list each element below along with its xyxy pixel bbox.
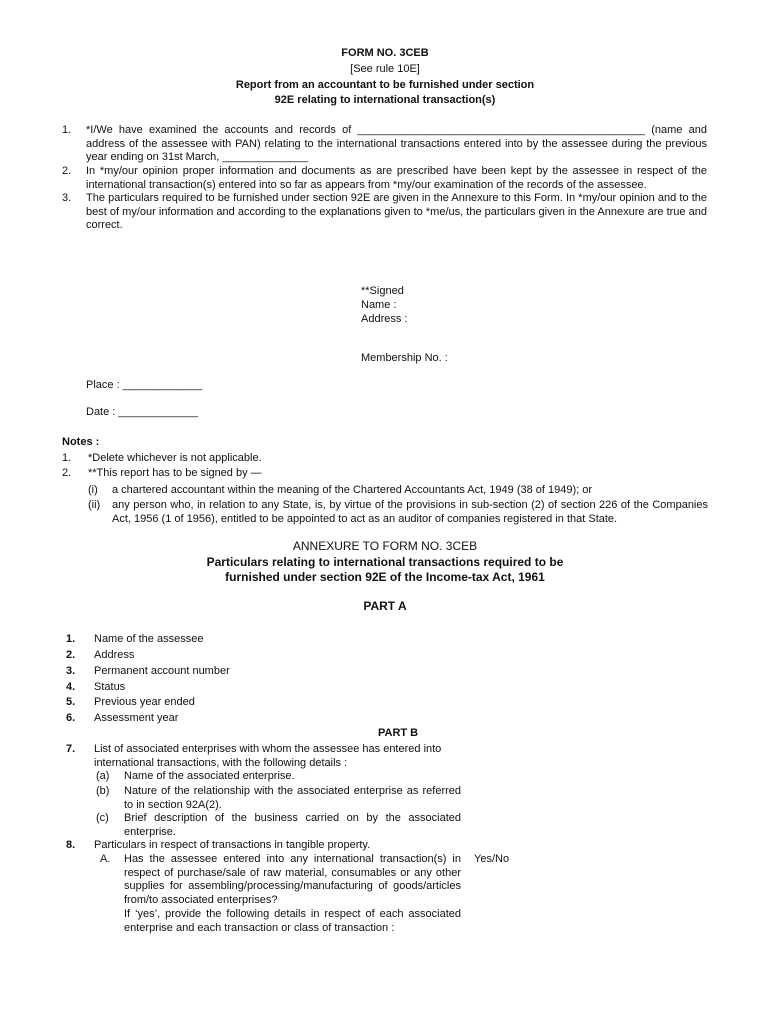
item-7-number: 7.: [66, 743, 76, 755]
part-a-item-5-number: 5.: [66, 696, 76, 708]
note-1-text: *Delete whichever is not applicable.: [88, 452, 262, 464]
name-label: Name :: [361, 299, 397, 311]
part-a-item-3-text: Permanent account number: [94, 665, 230, 677]
para-3-number: 3.: [62, 192, 72, 204]
item-8a-answer: Yes/No: [474, 853, 510, 865]
part-a-item-1-text: Name of the assessee: [94, 633, 204, 645]
signed-label: **Signed: [361, 285, 404, 297]
date-field: Date : _____________: [86, 406, 198, 418]
place-field: Place : _____________: [86, 379, 203, 391]
part-a-item-1-number: 1.: [66, 633, 76, 645]
part-a-item-5-text: Previous year ended: [94, 696, 195, 708]
item-8a-number: A.: [100, 853, 111, 865]
membership-label: Membership No. :: [361, 352, 448, 364]
item-8-number: 8.: [66, 839, 76, 851]
annexure-title: ANNEXURE TO FORM NO. 3CEB: [292, 539, 478, 553]
note-sub-ii-text: any person who, in relation to any State, is, by virtue of the provisions in sub-section (2) of section 226 of the Companies Act, 1956 (1 of 1956), entitled to be appointed to act as an auditor of companies registered in that State.: [112, 499, 708, 525]
item-7a-text: Name of the associated enterprise.: [124, 770, 295, 782]
part-a-item-6-number: 6.: [66, 712, 76, 724]
part-a-item-6-text: Assessment year: [94, 712, 179, 724]
para-2-text: In *my/our opinion proper information and documents as are prescribed have been kept by the assessee in respect of the international transaction(s) entered into so far as appears from *my/our examination of the records of the assessee.: [86, 165, 707, 191]
item-7b-number: (b): [96, 785, 110, 797]
item-8a-followup: If ‘yes’, provide the following details in respect of each associated enterprise and each transaction or class of transaction :: [124, 908, 461, 934]
item-7c-text: Brief description of the business carried on by the associated enterprise.: [124, 812, 461, 838]
part-b-heading: PART B: [378, 727, 419, 739]
item-7b-text: Nature of the relationship with the associated enterprise as referred to in section 92A(2).: [124, 785, 461, 811]
form-rule: [See rule 10E]: [350, 63, 420, 75]
form-subtitle-line1: Report from an accountant to be furnished under section: [235, 79, 535, 91]
annexure-subtitle-line2: furnished under section 92E of the Income-tax Act, 1961: [225, 570, 545, 584]
note-sub-i-number: (i): [88, 484, 98, 496]
item-7-text: List of associated enterprises with whom the assessee has entered into international transactions, with the following details :: [94, 743, 442, 769]
part-a-item-4-text: Status: [94, 681, 126, 693]
note-1-number: 1.: [62, 452, 72, 464]
item-8-text: Particulars in respect of transactions in tangible property.: [94, 839, 371, 851]
note-2-text: **This report has to be signed by —: [88, 467, 262, 479]
notes-heading: Notes :: [62, 436, 100, 448]
part-a-item-2-text: Address: [94, 649, 135, 661]
form-title: FORM NO. 3CEB: [341, 47, 429, 59]
note-sub-ii-number: (ii): [88, 499, 101, 511]
para-1-number: 1.: [62, 124, 72, 136]
annexure-subtitle-line1: Particulars relating to international transactions required to be: [206, 555, 564, 569]
item-7c-number: (c): [96, 812, 109, 824]
para-2-number: 2.: [62, 165, 72, 177]
part-a-item-3-number: 3.: [66, 665, 76, 677]
item-8a-text: Has the assessee entered into any international transaction(s) in respect of purchase/sale of raw material, consumables or any other supplies for assembling/processing/manufacturing of goods/articles from/to associated enterprises?: [124, 853, 461, 906]
address-label: Address :: [361, 313, 408, 325]
part-a-item-2-number: 2.: [66, 649, 76, 661]
part-a-item-4-number: 4.: [66, 681, 76, 693]
note-2-number: 2.: [62, 467, 72, 479]
part-a-heading: PART A: [363, 599, 407, 613]
form-subtitle-line2: 92E relating to international transaction(s): [274, 94, 496, 106]
note-sub-i-text: a chartered accountant within the meaning of the Chartered Accountants Act, 1949 (38 of 1949); or: [112, 484, 593, 496]
para-1-text: *I/We have examined the accounts and records of _______________________________________________ (name and address of the assessee with PAN) relating to the international transactions entered into by the assessee during the previous year ending on 31st March, ______________: [86, 124, 707, 163]
para-3-text: The particulars required to be furnished under section 92E are given in the Annexure to this Form. In *my/our opinion and to the best of my/our information and according to the explanations given to *me/us, the particulars given in the Annexure are true and correct.: [86, 192, 707, 231]
item-7a-number: (a): [96, 770, 110, 782]
